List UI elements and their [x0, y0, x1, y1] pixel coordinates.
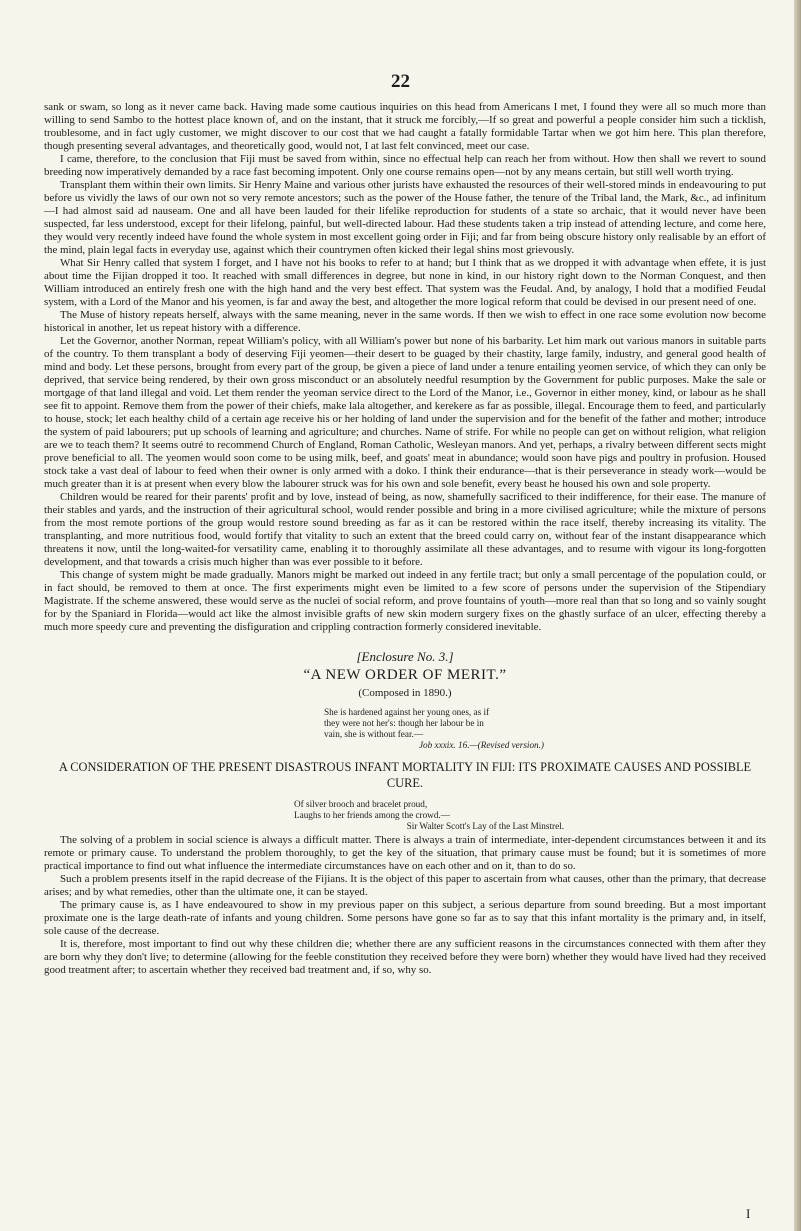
paragraph: The solving of a problem in social science is always a difficult matter. There is always a train of intermediate, inter-dependent circumstances between it and its remote or primary cause. To understand the problem thoroughly, to get the key of the situation, that primary cause must be found; but it is sometimes of more practical importance to find out what influence the intermediate circumstances have on each other and on it, than to do so.: [44, 834, 766, 872]
paragraph: sank or swam, so long as it never came back. Having made some cautious inquiries on this head from Americans I met, I found they were all so much more than willing to send Sambo to the hottest place known of, and on the instant, that it struck me forcibly,—If so great and powerful a people consider him such a ticklish, troublesome, and in fact ugly customer, we might discover to our cost that we had caught a fatally formidable Tartar when we got him here. This plan therefore, though presenting several advantages, and theoretically good, would not, I at last felt convinced, meet our case.: [44, 101, 766, 152]
paragraph: This change of system might be made gradually. Manors might be marked out indeed in any fertile tract; but only a small percentage of the population could, or in fact should, be removed to them at once. The first experiments might even be limited to a few score of persons under the supervision of the Stipendiary Magistrate. If the scheme answered, these would serve as the nuclei of social reform, and prove fountains of youth—more real than that so long and so vainly sought for by the Spaniard in Florida—would act like the almost invisible grafts of new skin modern surgery fixes on the ghastly surface of an ulcer, effecting thereby a much more speedy cure and preventing the disfiguration and crippling contraction formerly considered inevitable.: [44, 569, 766, 633]
paragraph: Children would be reared for their parents' profit and by love, instead of being, as now, shamefully sacrificed to their indifference, for their ease. The manure of their stables and yards, and the instruction of their agricultural school, would render possible and bring in a more civilised agriculture; while the mixture of persons from the most remote portions of the group would restore sound breeding as far as it can be restored within the race itself, thereby increasing its vitality. The transplanting, and more nutritious food, would fortify that vitality to such an extent that the breed could carry on, without fear of the instant disappearance which threatens it now, until the long-waited-for versatility came, enabling it to thoroughly assimilate all these advantages, and to resume with vigour its long-forgotten development, and that towards a crisis much higher than was ever possible to it before.: [44, 491, 766, 568]
section-title: A CONSIDERATION OF THE PRESENT DISASTROUS INFANT MORTALITY IN FIJI: ITS PROXIMATE CAUSES AND POSSIBLE CURE.: [58, 760, 752, 790]
epigraph-job: [324, 707, 544, 751]
signature-mark: I: [746, 1206, 751, 1221]
paragraph: What Sir Henry called that system I forget, and I have not his books to refer to at hand; but I think that as we dropped it with advantage when effete, it is just about time the Fijian dropped it too. It reached with small differences in degree, but none in kind, in our history right down to the Norman Conquest, and then William introduced an entirely fresh one with the high hand and the very best effect. That system was the Feudal. And, by analogy, I hold that a modified Feudal system, with a Lord of the Manor and his yeomen, is far and away the best, and altogether the more logical reform that could be devised in our present need of one.: [44, 257, 766, 308]
page-number: 22: [391, 71, 410, 92]
paragraph: Such a problem presents itself in the rapid decrease of the Fijians. It is the object of this paper to ascertain from what causes, other than the primary, that decrease arises; and by what remedies, other than the ultimate one, it can be stayed.: [44, 873, 766, 898]
paragraph: Let the Governor, another Norman, repeat William's policy, with all William's power but none of his barbarity. Let him mark out various manors in suitable parts of the country. To them transplant a body of deserving Fiji yeomen—their desert to be guaged by their chastity, large family, industry, and general good health of mind and body. Let these persons, brought from every part of the group, be given a piece of land under a tenure entailing yeomen service, of which they can only be deprived, that service being rendered, by their own gross misconduct or an absolutely needful resumption by the Government for public purposes. Make the sale or mortgage of that land illegal and void. Let them render the yeoman service direct to the Lord of the Manor, i.e., Governor in either money, kind, or labour as he shall see fit to appoint. Remove them from the power of their chiefs, make lala altogether, and kerekere as far as possible, illegal. Encourage them to feed, and particularly to house, stock; let each healthy child of a certain age receive his or her holding of land under the supervision and for the benefit of the father and mother; introduce the system of paid labourers; put up schools of learning and agriculture; and churches. Name of strife. For while no people can get on without religion, what religion are we to teach them? It seems outré to recommend Church of England, Roman Catholic, Wesleyan manors. And yet, perhaps, a rivalry between different sects might prove beneficial to all. The yeomen would soon come to be using milk, beef, and goats' meat in abundance; would soon have pigs and poultry in profusion. Housed stock take a vast deal of labour to feed when their owner is only armed with a doko. I think their endurance—that is their perseverance in steady work—would be much greater than it is at present when every blow the labourer struck was for his own and sole benefit, every beast he housed his own and sole property.: [44, 335, 766, 490]
enclosure-label: [Enclosure No. 3.]: [356, 649, 454, 664]
composed-date: (Composed in 1890.): [358, 687, 452, 699]
page-edge: [794, 0, 801, 1231]
epigraph-line: Laughs to her friends among the crowd.—: [294, 810, 450, 820]
document-body: [44, 101, 766, 977]
epigraph-line: they were not her's: though her labour be in: [324, 718, 484, 728]
paragraph: I came, therefore, to the conclusion that Fiji must be saved from within, since no effectual help can reach her from without. How then shall we revert to sound breeding now imperatively demanded by a race fast becoming impotent. Only one course remains open—not by any means certain, but still well worth trying.: [44, 153, 766, 178]
epigraph-source: Sir Walter Scott's Lay of the Last Minstrel.: [406, 821, 564, 831]
epigraph-line: Of silver brooch and bracelet proud,: [294, 799, 428, 809]
enclosure-title: “A NEW ORDER OF MERIT.”: [303, 667, 507, 683]
epigraph-source: Job xxxix. 16.—(Revised version.): [418, 740, 544, 750]
paragraph: Transplant them within their own limits. Sir Henry Maine and various other jurists have exhausted the resources of their well-stored minds in endeavouring to put before us vividly the laws of our own not so very remote ancestors; such as the power of the House father, the tenure of the Tribal land, the Mark, &c., ad infinitum—I had almost said ad nauseam. One and all have been lauded for their lifelike reproduction for students of a state so archaic, that it would never have been suspected, far less understood, except for their lifelong, painful, but well-directed labour. Had these students taken a trip instead of attending lecture, and come here, they would very recently indeed have found the whole system in most excellent going order in Fiji; and far from being obscure history only realisable by an effort of the mind, plain legal facts in everyday use, against which their countrymen often kicked their legal shins most grievously.: [44, 179, 766, 256]
paragraph: The Muse of history repeats herself, always with the same meaning, never in the same words. If then we wish to effect in one race some evolution now become historical in another, let us repeat history with a difference.: [44, 309, 766, 334]
epigraph-scott: [294, 799, 564, 832]
paragraph: The primary cause is, as I have endeavoured to show in my previous paper on this subject, a serious departure from sound breeding. But a most important proximate one is the large death-rate of infants and young children. Some persons have gone so far as to say that this infant mortality is the primary and, in itself, sole cause of the decrease.: [44, 899, 766, 937]
epigraph-line: She is hardened against her young ones, as if: [324, 707, 490, 717]
paragraph: It is, therefore, most important to find out why these children die; whether there are any sufficient reasons in the circumstances connected with them after they are born why they don't live; to determine (allowing for the feeble constitution they received before they were born) whether they would have lived had they received good treatment after; to ascertain whether they received bad treatment and, if so, why so.: [44, 938, 766, 976]
epigraph-line: vain, she is without fear.—: [324, 729, 424, 739]
